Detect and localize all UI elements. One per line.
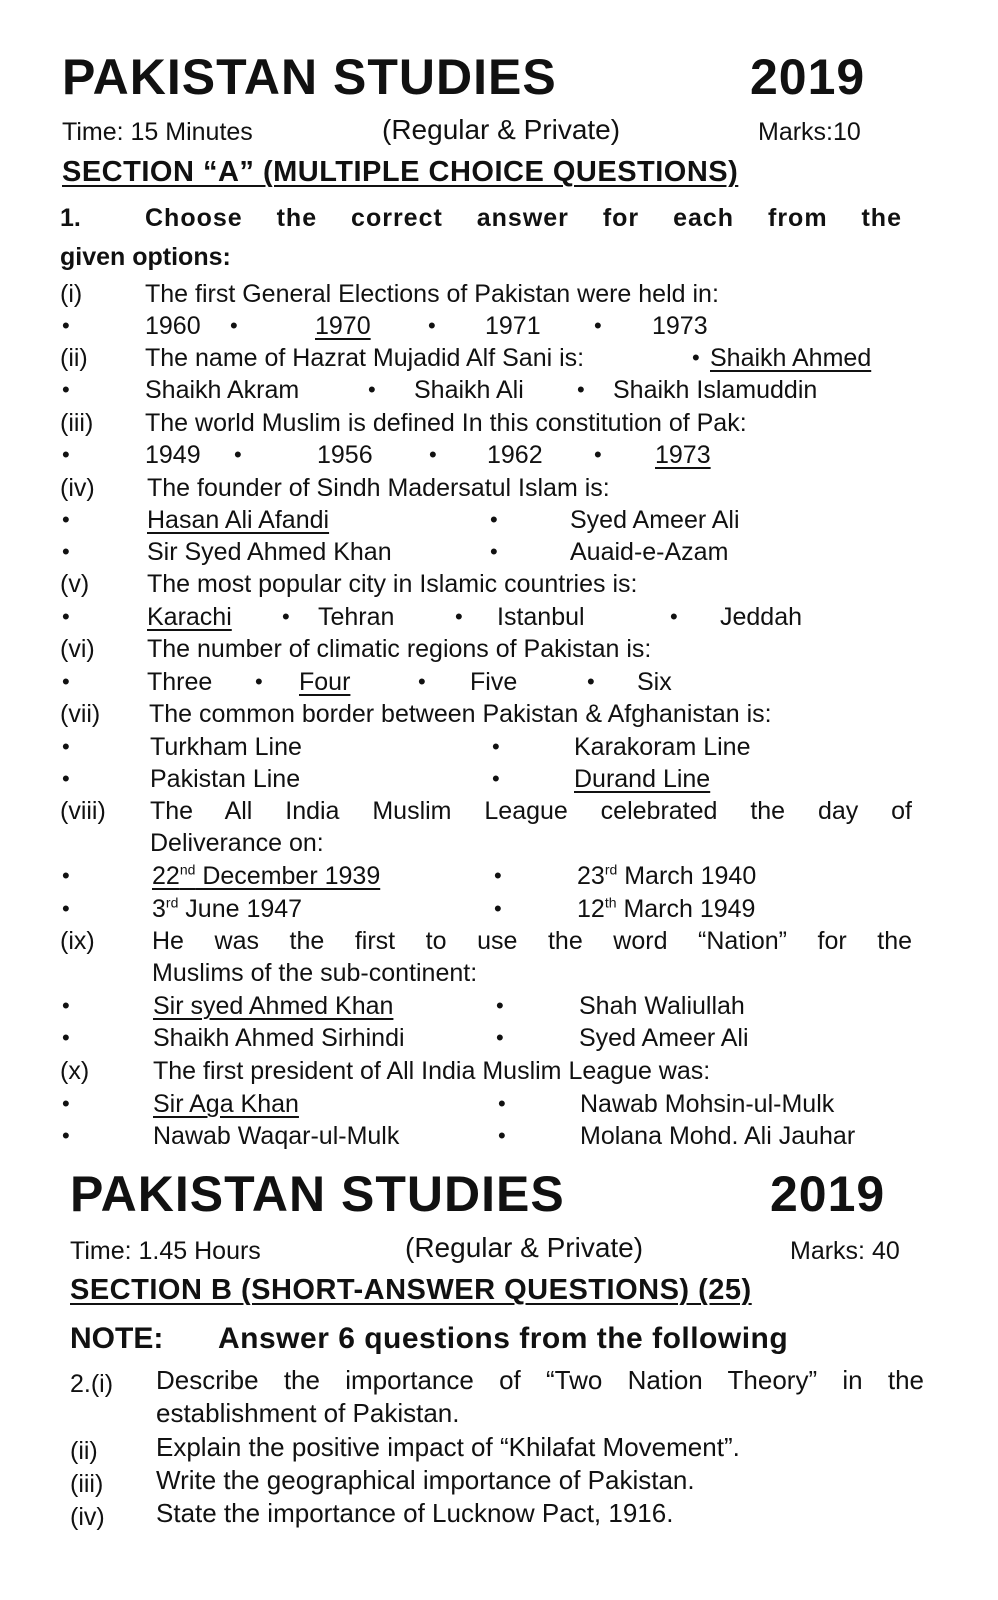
option: Three — [147, 668, 213, 696]
short-question-text: State the importance of Lucknow Pact, 1916. — [156, 1498, 674, 1528]
paper-year-b: 2019 — [770, 1166, 886, 1222]
bullet-icon: • — [498, 1123, 506, 1148]
question-label: (vii) — [60, 700, 101, 728]
ordinal-suffix: th — [604, 894, 617, 911]
question-text: The All India Muslim League celebrated the day of — [150, 797, 912, 825]
option-day: 3 — [152, 895, 166, 923]
option: 1949 — [145, 441, 201, 469]
bullet-icon: • — [62, 863, 70, 888]
question-label: (viii) — [60, 797, 106, 825]
option-date: December 1939 — [195, 862, 381, 890]
question-text: The common border between Pakistan & Afghanistan is: — [149, 700, 772, 728]
option: Shaikh Islamuddin — [613, 376, 818, 404]
question-text: The world Muslim is defined In this constitution of Pak: — [145, 409, 747, 437]
option-correct: 1973 — [655, 441, 711, 469]
instruction-text-cont: given options: — [60, 243, 231, 271]
question-text: He was the first to use the word “Nation” for the — [152, 927, 912, 955]
question-text: The founder of Sindh Madersatul Islam is: — [147, 474, 610, 502]
option: Tehran — [318, 603, 395, 631]
bullet-icon: • — [62, 896, 70, 921]
option: Syed Ameer Ali — [570, 506, 740, 534]
question-label: (vi) — [60, 635, 95, 663]
bullet-icon: • — [692, 345, 700, 370]
bullet-icon: • — [62, 1091, 70, 1116]
bullet-icon: • — [494, 863, 502, 888]
bullet-icon: • — [498, 1091, 506, 1116]
short-question-text: Describe the importance of “Two Nation Theory” in the — [156, 1365, 924, 1395]
bullet-icon: • — [62, 539, 70, 564]
time-allowed: Time: 15 Minutes — [62, 118, 253, 146]
question-label: (iv) — [60, 474, 95, 502]
question-text-cont: Muslims of the sub-continent: — [152, 959, 478, 987]
option: Molana Mohd. Ali Jauhar — [580, 1122, 856, 1150]
option — [152, 894, 302, 924]
bullet-icon: • — [492, 734, 500, 759]
bullet-icon: • — [428, 313, 436, 338]
option-correct: Shaikh Ahmed — [710, 344, 872, 372]
question-label: (ix) — [60, 927, 95, 955]
option-correct: Four — [299, 668, 351, 696]
bullet-icon: • — [490, 507, 498, 532]
bullet-icon: • — [62, 766, 70, 791]
option: Jeddah — [720, 603, 803, 631]
instruction-number: 1. — [60, 204, 81, 232]
option-date: June 1947 — [178, 895, 303, 923]
bullet-icon: • — [255, 669, 263, 694]
option: 1971 — [485, 312, 541, 340]
bullet-icon: • — [62, 993, 70, 1018]
option: Shaikh Akram — [145, 376, 300, 404]
question-text: The most popular city in Islamic countries is: — [147, 570, 638, 598]
section-a-heading: SECTION “A” (MULTIPLE CHOICE QUESTIONS) — [62, 156, 739, 188]
bullet-icon: • — [490, 539, 498, 564]
bullet-icon: • — [62, 377, 70, 402]
short-question-text: Explain the positive impact of “Khilafat Movement”. — [156, 1432, 740, 1462]
option: Five — [470, 668, 518, 696]
option: Turkham Line — [150, 733, 302, 761]
total-marks: Marks:10 — [758, 118, 861, 146]
paper-year: 2019 — [750, 49, 866, 105]
option-correct: Durand Line — [574, 765, 711, 793]
option: Shaikh Ahmed Sirhindi — [153, 1024, 405, 1052]
option-day: 12 — [577, 895, 605, 923]
option: 1973 — [652, 312, 708, 340]
section-b-heading: SECTION B (SHORT-ANSWER QUESTIONS) (25) — [70, 1274, 752, 1306]
ordinal-suffix: rd — [165, 894, 179, 911]
bullet-icon: • — [496, 1025, 504, 1050]
option: Nawab Mohsin-ul-Mulk — [580, 1090, 835, 1118]
ordinal-suffix: rd — [604, 861, 618, 878]
short-question-label: (iv) — [70, 1503, 105, 1531]
bullet-icon: • — [496, 993, 504, 1018]
short-question-text-cont: establishment of Pakistan. — [156, 1398, 460, 1428]
option: Karakoram Line — [574, 733, 751, 761]
option — [577, 861, 756, 891]
exam-mode-b: (Regular & Private) — [405, 1232, 644, 1263]
question-text: The number of climatic regions of Pakistan is: — [147, 635, 652, 663]
bullet-icon: • — [577, 377, 585, 402]
bullet-icon: • — [494, 896, 502, 921]
option — [577, 894, 755, 924]
bullet-icon: • — [418, 669, 426, 694]
bullet-icon: • — [282, 604, 290, 629]
option-correct: Hasan Ali Afandi — [147, 506, 330, 534]
option-correct: Karachi — [147, 603, 232, 631]
paper-title-b: PAKISTAN STUDIES — [70, 1166, 565, 1222]
question-label: (iii) — [60, 409, 94, 437]
option: 1960 — [145, 312, 201, 340]
short-question-text: Write the geographical importance of Pakistan. — [156, 1465, 695, 1495]
option-correct: 1970 — [315, 312, 371, 340]
bullet-icon: • — [62, 1123, 70, 1148]
bullet-icon: • — [492, 766, 500, 791]
question-label: (i) — [60, 280, 83, 308]
bullet-icon: • — [429, 442, 437, 467]
option: Six — [637, 668, 672, 696]
bullet-icon: • — [62, 442, 70, 467]
option-day: 22 — [152, 862, 180, 890]
question-text-cont: Deliverance on: — [150, 829, 324, 857]
exam-mode: (Regular & Private) — [382, 114, 621, 145]
option: Pakistan Line — [150, 765, 301, 793]
bullet-icon: • — [368, 377, 376, 402]
total-marks-b: Marks: 40 — [790, 1237, 900, 1265]
bullet-icon: • — [455, 604, 463, 629]
option-correct: Sir syed Ahmed Khan — [153, 992, 394, 1020]
option: 1956 — [317, 441, 373, 469]
option-date: March 1940 — [617, 862, 757, 890]
option: Sir Syed Ahmed Khan — [147, 538, 392, 566]
ordinal-suffix: nd — [179, 861, 196, 878]
option: Auaid-e-Azam — [570, 538, 729, 566]
note-text: Answer 6 questions from the following — [218, 1322, 789, 1355]
short-question-label: (ii) — [70, 1437, 98, 1465]
bullet-icon: • — [62, 1025, 70, 1050]
bullet-icon: • — [62, 507, 70, 532]
time-allowed-b: Time: 1.45 Hours — [70, 1237, 261, 1265]
instruction-text: Choose the correct answer for each from the — [145, 204, 902, 232]
bullet-icon: • — [62, 313, 70, 338]
question-label: (x) — [60, 1057, 90, 1085]
note-label: NOTE: — [70, 1322, 164, 1355]
bullet-icon: • — [234, 442, 242, 467]
option: Shaikh Ali — [414, 376, 524, 404]
option-correct — [152, 861, 380, 891]
option: Shah Waliullah — [579, 992, 745, 1020]
question-text: The first president of All India Muslim League was: — [153, 1057, 711, 1085]
option-date: March 1949 — [616, 895, 756, 923]
short-question-label: 2.(i) — [70, 1370, 114, 1398]
option: 1962 — [487, 441, 543, 469]
bullet-icon: • — [670, 604, 678, 629]
question-label: (v) — [60, 570, 90, 598]
question-text: The name of Hazrat Mujadid Alf Sani is: — [145, 344, 585, 372]
short-question-label: (iii) — [70, 1470, 104, 1498]
bullet-icon: • — [62, 734, 70, 759]
option-day: 23 — [577, 862, 605, 890]
bullet-icon: • — [594, 442, 602, 467]
bullet-icon: • — [230, 313, 238, 338]
bullet-icon: • — [594, 313, 602, 338]
option: Istanbul — [497, 603, 585, 631]
option: Nawab Waqar-ul-Mulk — [153, 1122, 400, 1150]
bullet-icon: • — [62, 669, 70, 694]
option-correct: Sir Aga Khan — [153, 1090, 299, 1118]
paper-title: PAKISTAN STUDIES — [62, 49, 557, 105]
bullet-icon: • — [587, 669, 595, 694]
question-text: The first General Elections of Pakistan were held in: — [145, 280, 719, 308]
question-label: (ii) — [60, 344, 88, 372]
bullet-icon: • — [62, 604, 70, 629]
option: Syed Ameer Ali — [579, 1024, 749, 1052]
